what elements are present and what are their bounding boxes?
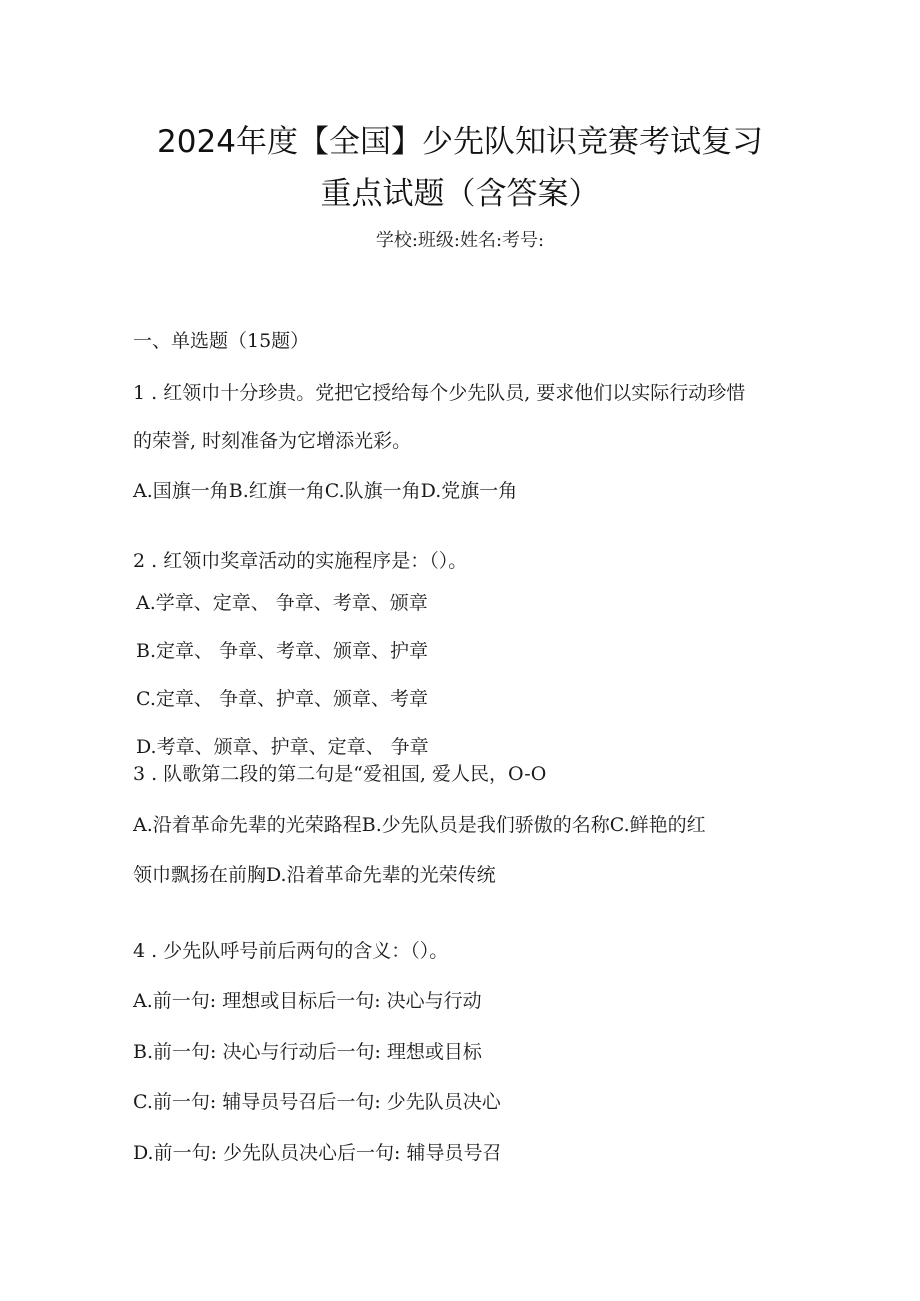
student-info-line: 学校:班级:姓名:考号: [375,230,545,251]
question-1-stem-line-1: 1 . 红领巾十分珍贵。党把它授给每个少先队员, 要求他们以实际行动珍惜 [133,382,746,404]
question-2-option-a: A.学章、定章、 争章、考章、颁章 [136,592,428,614]
question-1-options: A.国旗一角B.红旗一角C.队旗一角D.党旗一角 [133,480,518,502]
question-4-option-a: A.前一句: 理想或目标后一句: 决心与行动 [133,990,482,1012]
question-4-stem: 4 . 少先队呼号前后两句的含义：（）。 [133,940,449,962]
question-3-stem: 3 . 队歌第二段的第二句是“爱祖国, 爱人民，O-O [133,763,547,785]
document-title-line-1: 2024年度【全国】少先队知识竞赛考试复习 [157,124,763,160]
question-4-option-b: B.前一句: 决心与行动后一句: 理想或目标 [133,1041,482,1063]
question-4-option-d: D.前一句: 少先队员决心后一句: 辅导员号召 [133,1142,502,1164]
question-3-options-line-2: 领巾飘扬在前胸D.沿着革命先辈的光荣传统 [133,864,496,886]
question-3-options-line-1: A.沿着革命先辈的光荣路程B.少先队员是我们骄傲的名称C.鲜艳的红 [133,814,706,836]
question-1-stem-line-2: 的荣誉, 时刻准备为它增添光彩。 [133,430,412,452]
question-2-stem: 2 . 红领巾奖章活动的实施程序是：（）。 [133,550,468,572]
section-heading: 一、单选题（15题） [133,330,310,352]
question-2-option-d: D.考章、颁章、护章、定章、 争章 [136,736,429,758]
question-4-option-c: C.前一句: 辅导员号召后一句: 少先队员决心 [133,1091,501,1113]
document-title-line-2: 重点试题（含答案） [320,176,600,212]
question-2-option-c: C.定章、 争章、护章、颁章、考章 [136,688,428,710]
question-2-option-b: B.定章、 争章、考章、颁章、护章 [136,640,429,662]
